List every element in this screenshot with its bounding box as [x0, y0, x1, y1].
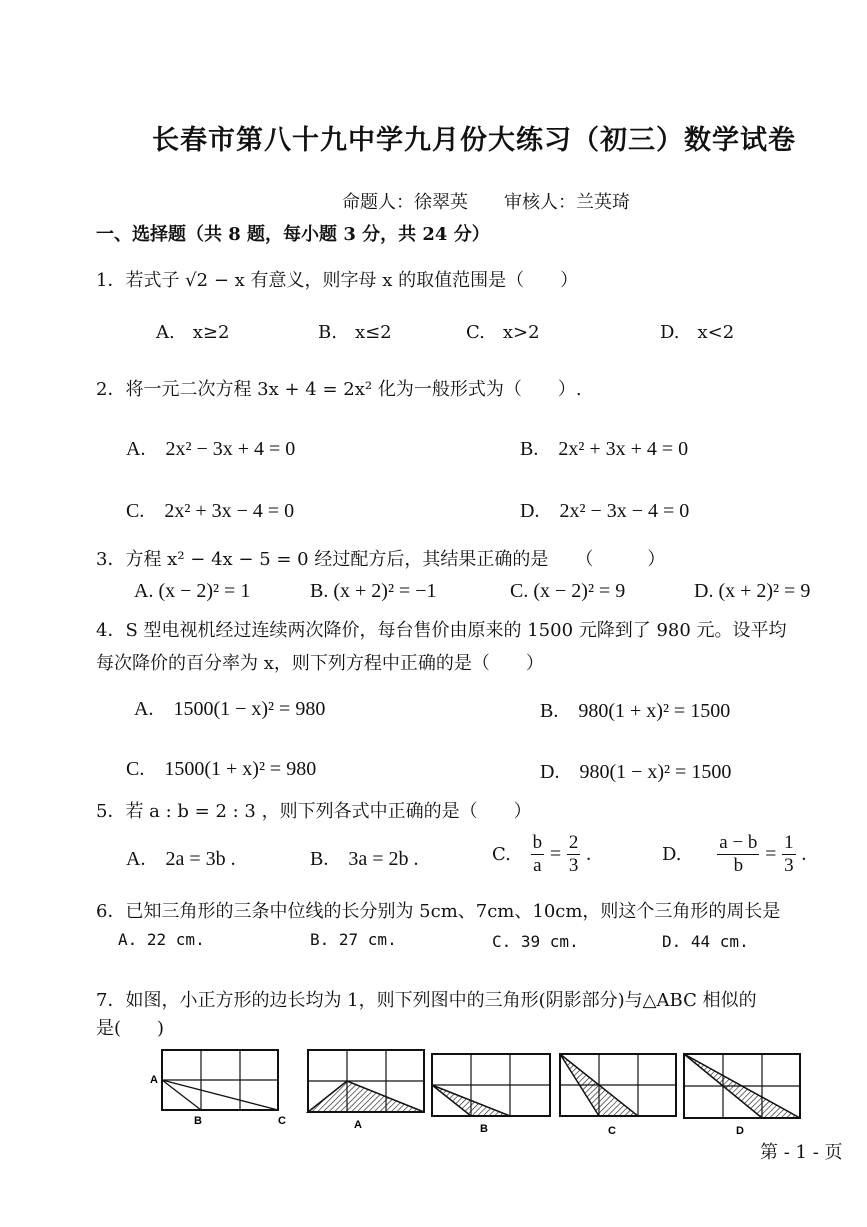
figure-abc — [150, 1050, 286, 1127]
label-option-b: B — [480, 1123, 488, 1135]
question-2-option-c[interactable]: C. 2x² + 3x − 4 = 0 — [126, 500, 295, 522]
question-1-option-b[interactable]: B. x≤2 — [318, 322, 392, 343]
question-5-option-a[interactable]: A. 2a = 3b . — [126, 848, 236, 870]
frac-c-rden: 3 — [568, 855, 579, 876]
question-1-option-d[interactable]: D. x<2 — [660, 322, 735, 343]
question-4-option-b[interactable]: B. 980(1 + x)² = 1500 — [540, 700, 731, 722]
question-3-option-b[interactable]: B. (x + 2)² = −1 — [310, 580, 437, 602]
page-title: 长春市第八十九中学九月份大练习（初三）数学试卷 — [152, 125, 796, 156]
question-5-option-c[interactable]: C. $\frac{b}{a}$ = $\frac{2}{3}$ . — [492, 832, 592, 876]
question-2-stem: 2．将一元二次方程 3x + 4 = 2x² 化为一般形式为（ ）. — [96, 379, 582, 400]
figure-option-b — [432, 1054, 550, 1135]
question-2-option-d[interactable]: D. 2x² − 3x − 4 = 0 — [520, 500, 690, 522]
figure-option-d — [684, 1054, 800, 1137]
question-4-stem-line2: 每次降价的百分率为 x，则下列方程中正确的是（ ） — [96, 653, 544, 674]
question-4-option-c[interactable]: C. 1500(1 + x)² = 980 — [126, 758, 317, 780]
question-3-stem: 3．方程 x² − 4x − 5 = 0 经过配方后，其结果正确的是 （ ） — [96, 549, 666, 570]
question-6-option-b[interactable]: B. 27 cm. — [310, 930, 397, 949]
option-c-letter: C. — [492, 844, 511, 865]
question-3-option-c[interactable]: C. (x − 2)² = 9 — [510, 580, 626, 602]
option-d-letter: D. — [662, 844, 682, 865]
question-6-stem: 6．已知三角形的三条中位线的长分别为 5cm、7cm、10cm，则这个三角形的周长是 — [96, 901, 781, 922]
label-b: B — [194, 1115, 202, 1127]
page-number: 第 - 1 - 页 — [760, 1142, 843, 1163]
figure-option-c — [560, 1054, 676, 1137]
question-4-option-d[interactable]: D. 980(1 − x)² = 1500 — [540, 761, 732, 783]
label-c: C — [278, 1115, 286, 1127]
question-2-option-b[interactable]: B. 2x² + 3x + 4 = 0 — [520, 438, 689, 460]
question-7-stem: 7．如图，小正方形的边长均为 1，则下列图中的三角形(阴影部分)与△ABC 相似的 — [96, 990, 757, 1011]
question-1-stem: 1．若式子 √2 − x 有意义，则字母 x 的取值范围是（ ） — [96, 270, 579, 291]
question-2-option-a[interactable]: A. 2x² − 3x + 4 = 0 — [126, 438, 296, 460]
frac-c-num: b — [532, 832, 543, 853]
frac-d-den: b — [733, 855, 744, 876]
question-4-stem: 4．S 型电视机经过连续两次降价，每台售价由原来的 1500 元降到了 980 元。设平均 — [96, 620, 787, 641]
question-3-option-d[interactable]: D. (x + 2)² = 9 — [694, 580, 811, 602]
question-7-stem-line2: 是( ) — [96, 1018, 165, 1039]
label-a: A — [150, 1074, 158, 1086]
figure-option-a — [308, 1050, 424, 1131]
label-option-c: C — [608, 1125, 616, 1137]
question-6-option-d[interactable]: D. 44 cm. — [662, 932, 749, 951]
question-1-option-c[interactable]: C. x>2 — [466, 322, 540, 343]
frac-d-num: a − b — [719, 832, 758, 853]
label-option-a: A — [354, 1119, 362, 1131]
question-5-option-d[interactable]: D. $\frac{a - b}{b}$ = $\frac{1}{3}$ . — [662, 832, 807, 876]
similar-triangles-figure — [140, 1040, 830, 1150]
question-3-option-a[interactable]: A. (x − 2)² = 1 — [134, 580, 251, 602]
question-5-option-b[interactable]: B. 3a = 2b . — [310, 848, 419, 870]
frac-c-den: a — [533, 855, 542, 876]
question-4-option-a[interactable]: A. 1500(1 − x)² = 980 — [134, 698, 326, 720]
frac-d-rnum: 1 — [784, 832, 794, 853]
question-5-stem: 5．若 a : b = 2 : 3 ，则下列各式中正确的是（ ） — [96, 801, 532, 822]
question-1-option-a[interactable]: A. x≥2 — [156, 322, 230, 343]
frac-d-rden: 3 — [784, 855, 794, 876]
label-option-d: D — [736, 1125, 744, 1137]
section-heading: 一、选择题（共 8 题，每小题 3 分，共 24 分） — [96, 224, 490, 245]
frac-c-rnum: 2 — [568, 832, 579, 853]
authors-line: 命题人：徐翠英 审核人：兰英琦 — [342, 192, 630, 213]
question-6-option-a[interactable]: A. 22 cm. — [118, 930, 205, 949]
question-6-option-c[interactable]: C. 39 cm. — [492, 932, 579, 951]
